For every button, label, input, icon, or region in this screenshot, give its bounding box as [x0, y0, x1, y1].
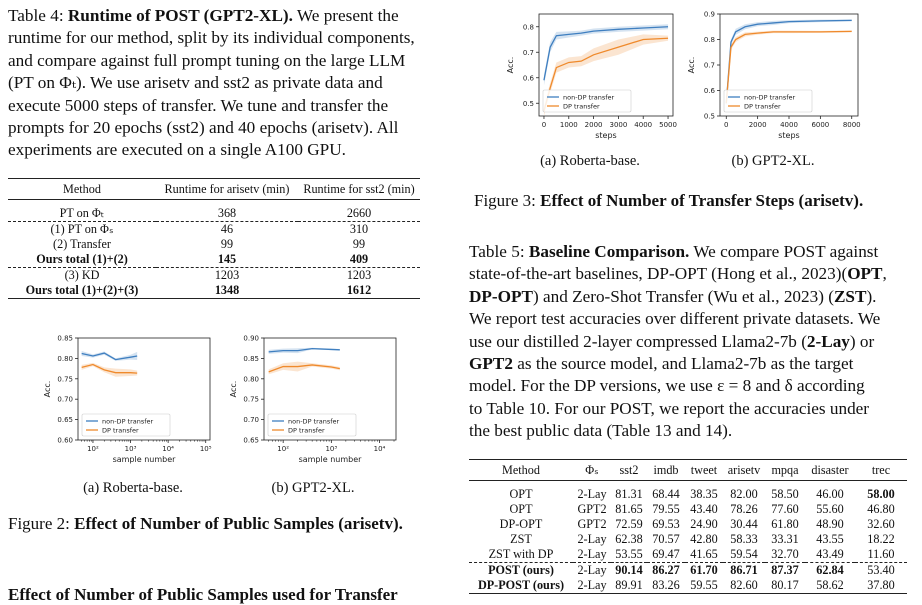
table4-caption: Table 4: Runtime of POST (GPT2-XL). We present the runtime for our method, split by its individual components, and compare against full prompt tuning on the large LLM (PT on Φₜ). We use arisetv and sst2 as private data and execute 5000 steps of transfer. We tune and transfer the prompts for 20 epochs (sst2) and 40 epochs (arisetv). All experiments are executed on a single A100 GPU. [8, 6, 415, 160]
table5 [469, 459, 907, 594]
x-axis-label: sample number [298, 455, 362, 464]
figure3b-chart [684, 8, 864, 143]
x-tick-label: 8000 [842, 121, 861, 129]
x-tick-label: 6000 [811, 121, 830, 129]
y-tick-label: 0.5 [703, 112, 715, 121]
table-cell: 46.00 [816, 487, 844, 501]
table5-caption-line: use our distilled 2-layer compressed Llama2-7b (2-Lay) or [469, 331, 875, 351]
x-axis-label: steps [778, 131, 800, 140]
table-row [469, 578, 907, 594]
y-tick-label: 0.5 [522, 99, 534, 108]
legend-label: non-DP transfer [744, 93, 796, 102]
table-cell: 77.60 [771, 502, 799, 516]
table5-caption-line: Table 5: Baseline Comparison. We compare POST against [469, 242, 879, 261]
table-cell: 46.80 [867, 502, 895, 516]
table-cell: 86.71 [730, 563, 758, 577]
table-cell: 48.90 [816, 517, 844, 531]
figure2-caption: Figure 2: Effect of Number of Public Samples (arisetv). [8, 514, 403, 533]
table-cell: 61.80 [771, 517, 799, 531]
table-row [469, 517, 907, 532]
table-cell: 62.84 [816, 563, 844, 577]
table5-header: disaster [811, 462, 849, 477]
y-tick-label: 0.8 [522, 23, 534, 32]
table-cell: 53.40 [867, 563, 895, 577]
table-cell: 69.47 [652, 547, 680, 561]
y-tick-label: 0.85 [243, 354, 259, 363]
section-heading: Effect of Number of Public Samples used for Transfer [8, 585, 398, 604]
table-cell: 30.44 [730, 517, 758, 531]
x-tick-label: 10⁵ [199, 445, 212, 453]
table-cell: 59.54 [730, 547, 758, 561]
table-cell: 81.65 [615, 502, 643, 516]
table-cell: 70.57 [652, 532, 680, 546]
table-row: PT on Φₜ 368 2660 [59, 206, 372, 220]
x-tick-label: 10⁴ [162, 445, 174, 453]
table-cell: 68.44 [652, 487, 680, 501]
y-axis-label: Acc. [506, 56, 515, 74]
table-cell: 2-Lay [577, 532, 607, 546]
table-cell: 58.00 [867, 487, 895, 501]
figure2b-chart [226, 332, 408, 470]
y-tick-label: 0.80 [243, 375, 259, 384]
table-cell: 42.80 [690, 532, 718, 546]
y-tick-label: 0.9 [703, 10, 715, 19]
y-tick-label: 0.65 [243, 436, 259, 445]
figure3a-chart [503, 8, 679, 143]
table5-header: Method [502, 462, 540, 477]
table-row: (1) PT on Φₛ 46 310 [8, 222, 420, 238]
figure3b-subcaption: (b) GPT2-XL. [731, 153, 815, 169]
x-tick-label: 0 [541, 121, 547, 129]
table5-caption-line: state-of-the-art baselines, DP-OPT (Hong et al., 2023)(OPT, [469, 264, 887, 284]
legend-label: DP transfer [563, 102, 600, 111]
table-cell: 55.60 [816, 502, 844, 516]
table5-header: sst2 [619, 462, 639, 477]
y-tick-label: 0.6 [522, 74, 534, 83]
table-cell: 33.31 [771, 532, 799, 546]
table-cell-method: ZST with DP [488, 547, 554, 561]
y-tick-label: 0.80 [57, 354, 73, 363]
table-cell: 80.17 [771, 578, 799, 592]
y-tick-label: 0.60 [57, 436, 73, 445]
y-tick-label: 0.6 [703, 87, 715, 95]
table-row [469, 547, 907, 563]
table-row [469, 487, 907, 502]
figure3-caption: Figure 3: Effect of Number of Transfer Steps (arisetv). [474, 191, 864, 210]
table5-caption-line: We report test accuracies over different private datasets. We [469, 309, 881, 329]
table-cell: 2-Lay [577, 578, 607, 592]
table-cell: 58.50 [771, 487, 799, 501]
table-cell: 87.37 [771, 563, 799, 577]
table5-header: arisetv [727, 462, 761, 477]
table-cell: 2-Lay [577, 563, 607, 577]
table-cell: 90.14 [615, 563, 643, 577]
table-cell: 82.00 [730, 487, 758, 501]
table-cell: 81.31 [615, 487, 643, 501]
table-cell: 78.26 [730, 502, 758, 516]
table-cell: 72.59 [615, 517, 643, 531]
table-cell: GPT2 [577, 517, 607, 531]
table-cell: 32.60 [867, 517, 895, 531]
legend-label: DP transfer [102, 426, 139, 435]
table5-caption-line: to Table 10. For our POST, we report the accuracies under [469, 398, 870, 418]
legend-label: non-DP transfer [102, 417, 154, 426]
table5-header: trec [871, 462, 891, 477]
table5-header: imdb [653, 462, 679, 477]
x-tick-label: 10³ [325, 445, 338, 453]
table-cell-method: DP-POST (ours) [477, 578, 565, 592]
x-tick-label: 2000 [748, 121, 767, 129]
x-tick-label: 1000 [559, 121, 578, 129]
table-cell: 41.65 [690, 547, 718, 561]
x-tick-label: 10² [87, 445, 99, 453]
table5-caption-line: GPT2 as the source model, and Llama2-7b as the target [469, 354, 854, 374]
table-cell-method: OPT [509, 502, 533, 516]
y-tick-label: 0.70 [57, 395, 73, 404]
y-tick-label: 0.75 [57, 375, 73, 384]
table-cell: 69.53 [652, 517, 680, 531]
table-row: Ours total (1)+(2)+(3) 1348 1612 [8, 283, 420, 299]
table-row [469, 532, 907, 547]
table-row [469, 563, 907, 579]
table-cell: 18.22 [867, 532, 895, 546]
table5-caption [469, 241, 914, 443]
y-tick-label: 0.7 [703, 61, 715, 70]
table4-header: Runtime for arisetv (min) [164, 181, 290, 196]
table-cell: 38.35 [690, 487, 718, 501]
table-row [469, 502, 907, 517]
x-axis-label: sample number [112, 455, 176, 464]
table-cell: 43.49 [816, 547, 844, 561]
x-tick-label: 2000 [584, 121, 603, 129]
x-tick-label: 4000 [634, 121, 653, 129]
table-cell: 58.33 [730, 532, 758, 546]
figure2a-chart [40, 332, 222, 470]
table-cell: 37.80 [867, 578, 895, 592]
y-tick-label: 0.8 [703, 36, 715, 44]
figure2b-subcaption: (b) GPT2-XL. [271, 480, 355, 496]
figure2a-subcaption: (a) Roberta-base. [83, 480, 183, 496]
table-cell: 58.62 [816, 578, 844, 592]
table-cell: 11.60 [867, 547, 895, 561]
table4-header: Method [63, 181, 101, 196]
y-tick-label: 0.7 [522, 48, 534, 57]
table-cell: 24.90 [690, 517, 718, 531]
x-tick-label: 10⁴ [373, 445, 386, 453]
table-cell: 89.91 [615, 578, 643, 592]
x-tick-label: 4000 [780, 121, 798, 129]
table5-caption-line: model. For the DP versions, we use ε = 8 and δ according [469, 376, 865, 396]
legend-label: non-DP transfer [563, 93, 615, 102]
table-cell: 83.26 [652, 578, 680, 592]
table5-caption-line: DP-OPT) and Zero-Shot Transfer (Wu et al., 2023) (ZST). [469, 286, 877, 306]
y-tick-label: 0.75 [243, 395, 259, 404]
table-cell-method: DP-OPT [499, 517, 543, 531]
table-cell: 61.70 [690, 563, 718, 577]
table-row: Ours total (1)+(2) 145 409 [36, 252, 369, 266]
table-row: (3) KD 1203 1203 [8, 268, 420, 284]
table-cell: 32.70 [771, 547, 799, 561]
legend-label: non-DP transfer [288, 417, 340, 426]
table-row: (2) Transfer 99 99 [53, 237, 366, 251]
table5-caption-line: the best public data (Table 13 and 14). [469, 421, 733, 441]
table5-header: mpqa [771, 462, 799, 477]
figure3a-subcaption: (a) Roberta-base. [540, 153, 640, 169]
x-axis-label: steps [595, 131, 617, 140]
table5-header: tweet [690, 462, 718, 477]
y-tick-label: 0.65 [57, 416, 73, 425]
table-cell: 62.38 [615, 532, 643, 546]
x-tick-label: 5000 [659, 121, 677, 129]
table-cell-method: POST (ours) [488, 563, 554, 577]
y-axis-label: Acc. [687, 56, 696, 74]
x-tick-label: 3000 [609, 121, 628, 129]
y-axis-label: Acc. [229, 380, 238, 398]
table5-header: Φₛ [585, 462, 599, 477]
x-tick-label: 10² [277, 445, 290, 453]
table-cell: 86.27 [652, 563, 680, 577]
table-cell: 43.55 [816, 532, 844, 546]
x-tick-label: 10³ [124, 445, 137, 453]
y-tick-label: 0.85 [57, 334, 73, 343]
y-tick-label: 0.70 [243, 416, 259, 425]
legend-label: DP transfer [744, 102, 781, 111]
table4 [8, 178, 420, 299]
table-cell: 59.55 [690, 578, 718, 592]
y-tick-label: 0.90 [243, 334, 259, 343]
table-cell: 82.60 [730, 578, 758, 592]
table-cell-method: ZST [510, 532, 532, 546]
table-cell: 53.55 [615, 547, 643, 561]
y-axis-label: Acc. [43, 380, 52, 398]
table-cell: 2-Lay [577, 487, 607, 501]
table-cell: 2-Lay [577, 547, 607, 561]
table-cell: 79.55 [652, 502, 680, 516]
x-tick-label: 0 [724, 121, 729, 129]
legend-label: DP transfer [288, 426, 325, 435]
table4-header: Runtime for sst2 (min) [303, 181, 415, 196]
table-cell: GPT2 [577, 502, 607, 516]
table-cell-method: OPT [509, 487, 533, 501]
table-cell: 43.40 [690, 502, 718, 516]
